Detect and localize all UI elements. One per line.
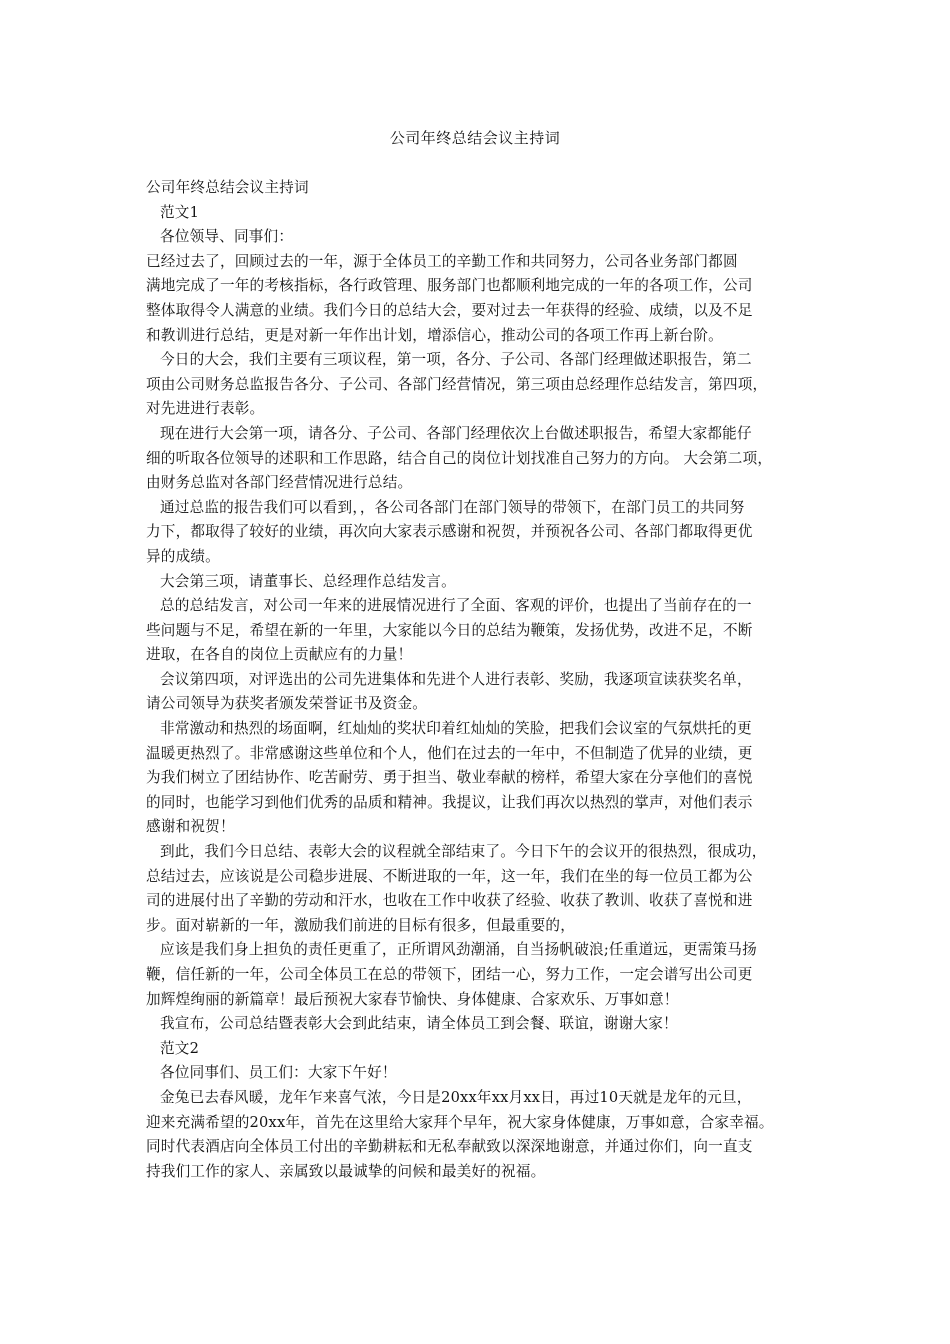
- body-text-line: 已经过去了，回顾过去的一年，源于全体员工的辛勤工作和共同努力，公司各业务部门都圆: [146, 252, 738, 270]
- body-text-line: 总的总结发言，对公司一年来的进展情况进行了全面、客观的评价，也提出了当前存在的一: [160, 597, 752, 615]
- body-text-line: 感谢和祝贺！: [146, 818, 235, 836]
- document-body: [146, 176, 816, 1184]
- body-text-line: 各位同事们、员工们：大家下午好！: [160, 1064, 397, 1082]
- body-text-line: 各位领导、同事们：: [160, 228, 294, 246]
- body-text-line: 通过总监的报告我们可以看到，，各公司各部门在部门领导的带领下，在部门员工的共同努: [160, 498, 745, 516]
- body-text-line: 我宣布，公司总结暨表彰大会到此结束，请全体员工到会餐、联谊，谢谢大家！: [160, 1015, 678, 1033]
- body-text-line: 加辉煌绚丽的新篇章！最后预祝大家春节愉快、身体健康、合家欢乐、万事如意！: [146, 990, 679, 1008]
- body-text-line: 持我们工作的家人、亲属致以最诚挚的问候和最美好的祝福。: [146, 1162, 546, 1180]
- body-text-line: 范文1: [160, 203, 200, 221]
- body-text-line: 司的进展付出了辛勤的劳动和汗水，也收在工作中收获了经验、收获了教训、收获了喜悦和进: [146, 892, 753, 910]
- body-text-line: 和教训进行总结，更是对新一年作出计划，增添信心，推动公司的各项工作再上新台阶。: [146, 326, 723, 344]
- body-text-line: 非常激动和热烈的场面啊，红灿灿的奖状印着红灿灿的笑脸，把我们会议室的气氛烘托的更: [160, 720, 752, 738]
- body-text-line: 由财务总监对各部门经营情况进行总结。: [146, 474, 413, 492]
- body-text-line: 对先进进行表彰。: [146, 400, 265, 418]
- body-text-line: 应该是我们身上担负的责任更重了，正所谓风劲潮涌，自当扬帆破浪;任重道远，更需策马扬: [160, 941, 757, 959]
- body-text-line: 些问题与不足，希望在新的一年里，大家能以今日的总结为鞭策，发扬优势，改进不足，不断: [146, 621, 753, 639]
- body-text-line: 进取，在各自的岗位上贡献应有的力量！: [146, 646, 413, 664]
- body-text-line: 总结过去，应该说是公司稳步进展、不断进取的一年，这一年，我们在坐的每一位员工都为公: [146, 867, 753, 885]
- body-text-line: 步。面对崭新的一年，激励我们前进的目标有很多，但最重要的，: [146, 916, 576, 934]
- body-text-line: 鞭，信任新的一年，公司全体员工在总的带领下，团结一心，努力工作，一定会谱写出公司更: [146, 966, 753, 983]
- body-text-line: 金兔已去春风暖，龙年乍来喜气浓，今日是20xx年xx月xx日，再过10天就是龙年的元旦，: [160, 1088, 752, 1106]
- body-text-line: 到此，我们今日总结、表彰大会的议程就全部结束了。今日下午的会议开的很热烈，很成功，: [160, 843, 767, 861]
- body-text-line: 整体取得令人满意的业绩。我们今日的总结大会，要对过去一年获得的经验、成绩，以及不足: [146, 301, 753, 319]
- body-text-line: 公司年终总结会议主持词: [146, 179, 309, 196]
- body-text-line: 力下，都取得了较好的业绩，再次向大家表示感谢和祝贺，并预祝各公司、各部门都取得更优: [146, 523, 753, 541]
- body-text-line: 细的听取各位领导的述职和工作思路，结合自己的岗位计划找准自己努力的方向。 大会第二项，: [146, 449, 773, 467]
- body-text-line: 范文2: [160, 1039, 200, 1057]
- body-text-line: 请公司领导为获奖者颁发荣誉证书及资金。: [146, 695, 428, 713]
- body-text-line: 满地完成了一年的考核指标，各行政管理、服务部门也都顺利地完成的一年的各项工作，公司: [146, 277, 753, 295]
- body-text-line: 异的成绩。: [146, 547, 220, 565]
- body-text-line: 今日的大会，我们主要有三项议程，第一项，各分、子公司、各部门经理做述职报告，第二: [160, 351, 752, 369]
- body-text-line: 温暖更热烈了。非常感谢这些单位和个人，他们在过去的一年中，不但制造了优异的业绩，更: [146, 744, 753, 762]
- body-text-line: 大会第三项，请董事长、总经理作总结发言。: [160, 572, 456, 590]
- body-text-line: 迎来充满希望的20xx年，首先在这里给大家拜个早年，祝大家身体健康，万事如意，合家幸福。: [146, 1113, 774, 1131]
- body-text-line: 的同时，也能学习到他们优秀的品质和精神。我提议，让我们再次以热烈的掌声，对他们表示: [146, 793, 753, 811]
- document-title: 公司年终总结会议主持词: [389, 129, 561, 147]
- body-text-line: 同时代表酒店向全体员工付出的辛勤耕耘和无私奉献致以深深地谢意，并通过你们，向一直支: [146, 1138, 753, 1156]
- body-text-line: 项由公司财务总监报告各分、子公司、各部门经营情况，第三项由总经理作总结发言，第四项，: [146, 375, 768, 393]
- body-text-line: 会议第四项，对评选出的公司先进集体和先进个人进行表彰、奖励，我逐项宣读获奖名单，: [160, 670, 752, 688]
- body-text-line: 为我们树立了团结协作、吃苦耐劳、勇于担当、敬业奉献的榜样，希望大家在分享他们的喜悦: [146, 769, 753, 787]
- body-text-line: 现在进行大会第一项，请各分、子公司、各部门经理依次上台做述职报告，希望大家都能仔: [160, 424, 752, 442]
